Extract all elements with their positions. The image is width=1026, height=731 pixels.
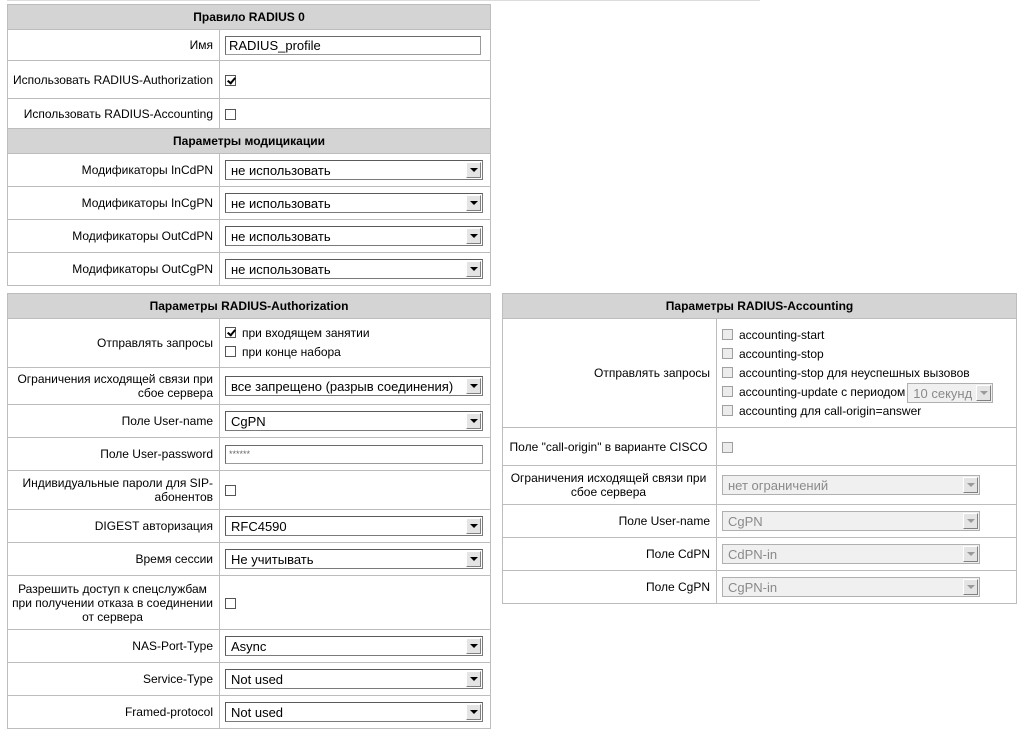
chevron-down-icon — [976, 385, 991, 401]
acct-restrict-label: Ограничения исходящей связи при сбое сервера — [503, 466, 717, 505]
mod-incgpn-label: Модификаторы InCgPN — [8, 187, 220, 220]
auth-username-label: Поле User-name — [8, 405, 220, 438]
acct-update-label: accounting-update с периодом — [739, 384, 906, 399]
auth-send-incoming-checkbox[interactable] — [225, 327, 236, 338]
chevron-down-icon — [466, 551, 481, 567]
auth-send-label: Отправлять запросы — [8, 319, 220, 368]
mod-incgpn-select[interactable]: не использовать — [225, 193, 483, 213]
auth-send-incoming-label: при входящем занятии — [242, 326, 370, 340]
auth-restrict-label: Ограничения исходящей связи при сбое сервера — [8, 368, 220, 405]
auth-framed-select[interactable]: Not used — [225, 702, 483, 722]
chevron-down-icon — [466, 195, 481, 211]
acct-start-label: accounting-start — [739, 327, 825, 342]
acct-stop-label: accounting-stop — [739, 346, 824, 361]
auth-nas-label: NAS-Port-Type — [8, 630, 220, 663]
auth-session-label: Время сессии — [8, 543, 220, 576]
chevron-down-icon — [963, 513, 978, 529]
chevron-down-icon — [466, 261, 481, 277]
chevron-down-icon — [466, 671, 481, 687]
chevron-down-icon — [466, 413, 481, 429]
name-input[interactable]: RADIUS_profile — [225, 36, 481, 55]
use-auth-label: Использовать RADIUS-Authorization — [8, 61, 220, 99]
auth-framed-label: Framed-protocol — [8, 696, 220, 729]
mod-incdpn-label: Модификаторы InCdPN — [8, 154, 220, 187]
chevron-down-icon — [466, 638, 481, 654]
auth-service-select[interactable]: Not used — [225, 669, 483, 689]
acct-callorigin-checkbox[interactable] — [722, 405, 733, 416]
acct-params-table — [502, 293, 1017, 604]
acct-cdpn-select[interactable]: CdPN-in — [722, 544, 980, 564]
auth-username-select[interactable]: CgPN — [225, 411, 483, 431]
auth-password-label: Поле User-password — [8, 438, 220, 471]
auth-send-end-checkbox[interactable] — [225, 346, 236, 357]
auth-service-label: Service-Type — [8, 663, 220, 696]
use-acct-checkbox[interactable] — [225, 109, 236, 120]
name-label: Имя — [8, 30, 220, 61]
auth-header: Параметры RADIUS-Authorization — [8, 294, 491, 319]
auth-restrict-select[interactable]: все запрещено (разрыв соединения) — [225, 376, 483, 396]
chevron-down-icon — [466, 704, 481, 720]
use-acct-label: Использовать RADIUS-Accounting — [8, 99, 220, 129]
acct-stop-fail-checkbox[interactable] — [722, 367, 733, 378]
acct-username-label: Поле User-name — [503, 505, 717, 538]
mod-outcgpn-select[interactable]: не использовать — [225, 259, 483, 279]
auth-emergency-checkbox[interactable] — [225, 598, 236, 609]
acct-restrict-select[interactable]: нет ограничений — [722, 475, 980, 495]
chevron-down-icon — [466, 518, 481, 534]
acct-username-select[interactable]: CgPN — [722, 511, 980, 531]
top-divider — [7, 0, 760, 1]
auth-emergency-label: Разрешить доступ к спецслужбам при получении отказа в соединении от сервера — [8, 576, 220, 630]
auth-send-end-label: при конце набора — [242, 345, 341, 359]
acct-cgpn-label: Поле CgPN — [503, 571, 717, 604]
auth-session-select[interactable]: Не учитывать — [225, 549, 483, 569]
acct-header: Параметры RADIUS-Accounting — [503, 294, 1017, 319]
acct-update-checkbox[interactable] — [722, 386, 733, 397]
chevron-down-icon — [466, 162, 481, 178]
auth-params-table — [7, 293, 491, 729]
mod-outcdpn-select[interactable]: не использовать — [225, 226, 483, 246]
acct-cgpn-select[interactable]: CgPN-in — [722, 577, 980, 597]
acct-cisco-checkbox[interactable] — [722, 442, 733, 453]
auth-digest-select[interactable]: RFC4590 — [225, 516, 483, 536]
auth-password-input[interactable]: ****** — [225, 445, 483, 464]
mod-incdpn-select[interactable]: не использовать — [225, 160, 483, 180]
mod-outcgpn-label: Модификаторы OutCgPN — [8, 253, 220, 286]
chevron-down-icon — [963, 477, 978, 493]
auth-digest-label: DIGEST авторизация — [8, 510, 220, 543]
radius-rule-table — [7, 4, 491, 286]
mod-outcdpn-label: Модификаторы OutCdPN — [8, 220, 220, 253]
acct-callorigin-label: accounting для call-origin=answer — [739, 403, 922, 418]
chevron-down-icon — [963, 579, 978, 595]
chevron-down-icon — [466, 378, 481, 394]
chevron-down-icon — [963, 546, 978, 562]
chevron-down-icon — [466, 228, 481, 244]
acct-cdpn-label: Поле CdPN — [503, 538, 717, 571]
acct-send-label: Отправлять запросы — [503, 319, 717, 428]
auth-indiv-label: Индивидуальные пароли для SIP-абонентов — [8, 471, 220, 510]
auth-indiv-checkbox[interactable] — [225, 485, 236, 496]
mods-header: Параметры модицикации — [8, 129, 491, 154]
rule-header: Правило RADIUS 0 — [8, 5, 491, 30]
use-auth-checkbox[interactable] — [225, 75, 236, 86]
acct-stop-fail-label: accounting-stop для неуспешных вызовов — [739, 365, 970, 380]
acct-update-period-select[interactable]: 10 секунд — [907, 383, 993, 403]
auth-nas-select[interactable]: Async — [225, 636, 483, 656]
acct-start-checkbox[interactable] — [722, 329, 733, 340]
acct-stop-checkbox[interactable] — [722, 348, 733, 359]
acct-cisco-label: Поле "call-origin" в варианте CISCO — [503, 428, 717, 466]
